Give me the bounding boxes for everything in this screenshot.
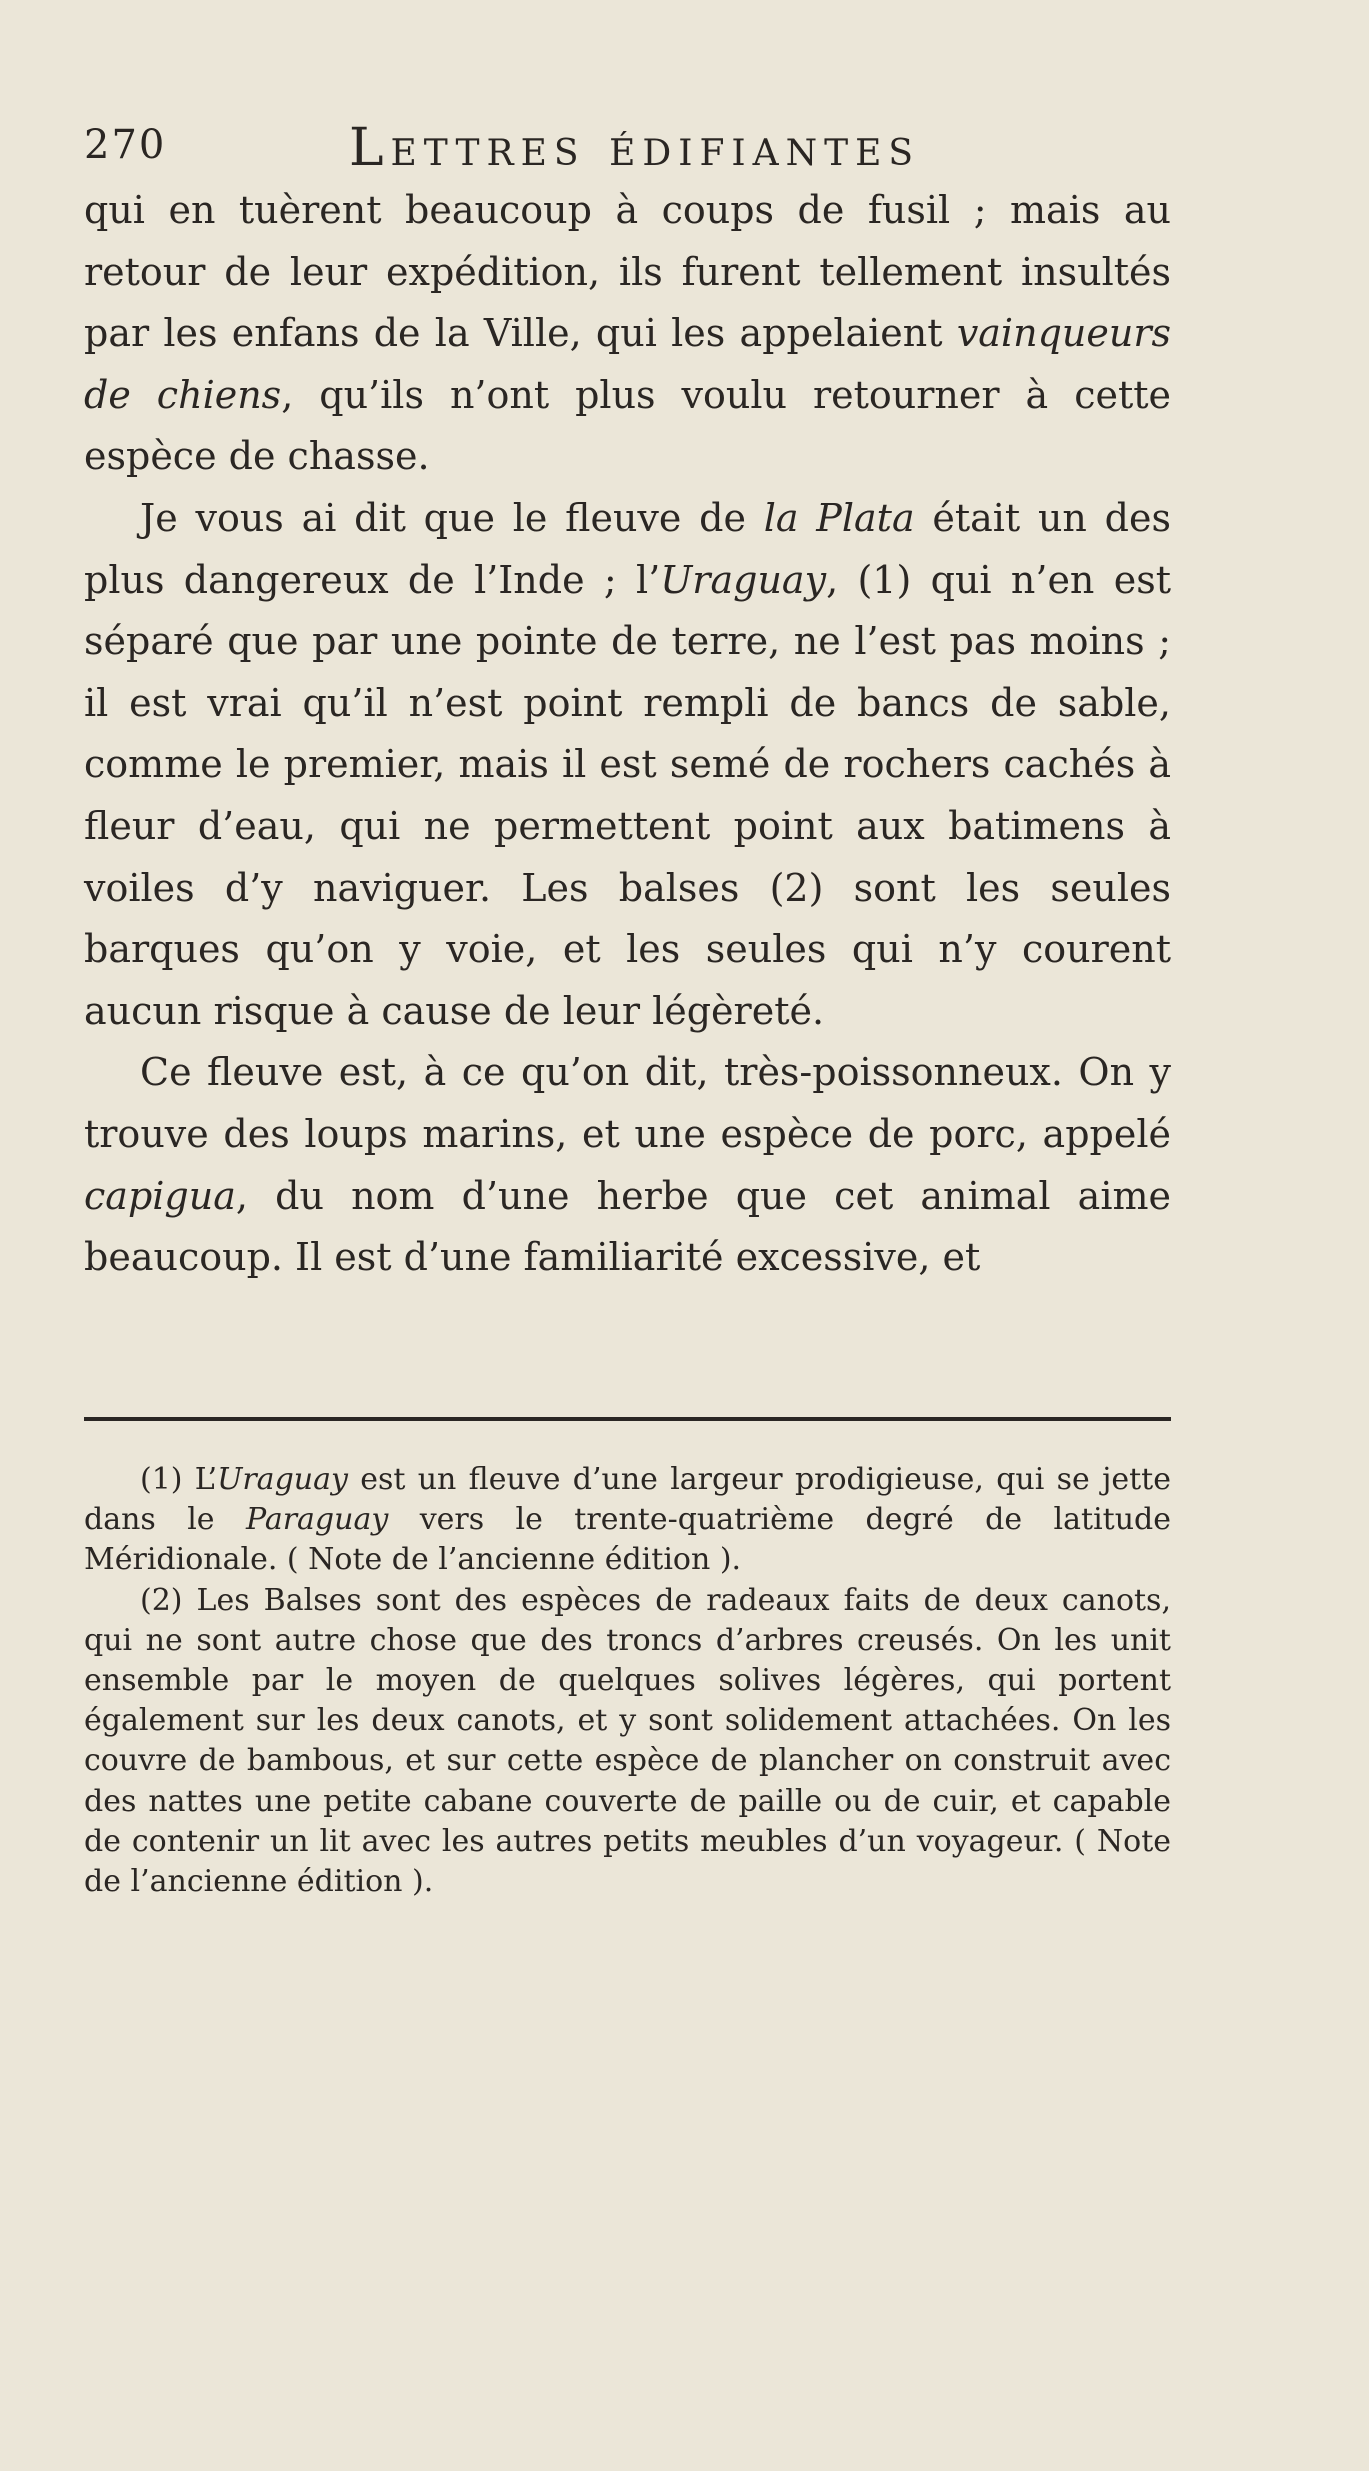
footnote-2: (2) Les Balses sont des espèces de radeaux faits de deux canots, qui ne sont autre chose que des troncs d’arbres creusés. On les unit ensemble par le moyen de quelques solives légères, qui portent également sur les deux canots, et y sont solidement attachées. On les couvre de bambous, et sur cette espèce de plancher on construit avec des nattes une petite cabane couverte de paille ou de cuir, et capable de contenir un lit avec les autres petits meubles d’un voyageur. ( Note de l’ancienne édition ). (84, 1582, 1171, 1900)
page-header (84, 118, 1184, 178)
paragraph-1: qui en tuèrent beaucoup à coups de fusil ; mais au retour de leur expédition, ils furent tellement insultés par les enfans de la Ville, qui les appelaient vainqueurs de chiens, qu’ils n’ont plus voulu retourner à cette espèce de chasse. (84, 188, 1172, 479)
italic-uraguay: Uraguay (660, 557, 827, 602)
page-number: 270 (84, 122, 167, 168)
running-title: Lettres édifiantes (349, 118, 921, 178)
paragraph-2: Je vous ai dit que le fleuve de la Plata était un des plus dangereux de l’Inde ; l’Uraguay, (1) qui n’en est séparé que par une pointe de terre, ne l’est pas moins ; il est vrai qu’il n’est point rempli de bancs de sable, comme le premier, mais il est semé de rochers cachés à fleur d’eau, qui ne permettent point aux batimens à voiles d’y naviguer. Les balses (2) sont les seules barques qu’on y voie, et les seules qui n’y courent aucun risque à cause de leur légèreté. (84, 495, 1171, 1033)
footnote-1: (1) L’Uraguay est un fleuve d’une largeur prodigieuse, qui se jette dans le Paraguay vers le trente-quatrième degré de latitude Méridionale. ( Note de l’ancienne édition ). (84, 1462, 1171, 1578)
main-text (84, 180, 1171, 1289)
italic-la-plata: la Plata (763, 495, 915, 540)
italic-phrase: vainqueurs de chiens (84, 311, 1171, 417)
footnotes (84, 1460, 1171, 1902)
italic-capigua: capigua (84, 1173, 236, 1218)
footnote-divider (84, 1417, 1171, 1421)
paragraph-3: Ce fleuve est, à ce qu’on dit, très-poissonneux. On y trouve des loups marins, et une espèce de porc, appelé capigua, du nom d’une herbe que cet animal aime beaucoup. Il est d’une familiarité excessive, et (84, 1050, 1171, 1280)
